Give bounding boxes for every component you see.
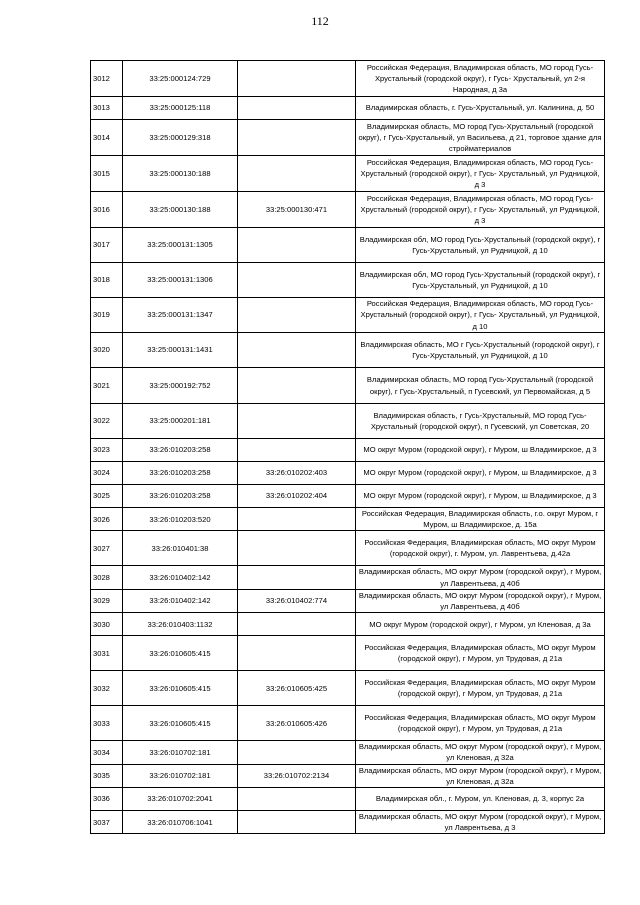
parent-cadastral-cell [238,120,356,156]
row-number-cell: 3035 [91,764,123,787]
parent-cadastral-cell: 33:26:010702:2134 [238,764,356,787]
row-number-cell: 3027 [91,531,123,566]
cadastral-number-cell: 33:25:000192:752 [123,368,238,404]
table-row [91,192,605,228]
cadastral-number-cell: 33:25:000125:118 [123,97,238,120]
row-number-cell: 3037 [91,811,123,834]
row-number-cell: 3029 [91,589,123,612]
address-cell: МО округ Муром (городской округ), г Муром, ш Владимирское, д 3 [356,462,605,485]
table-row [91,741,605,764]
parent-cadastral-cell: 33:26:010605:425 [238,671,356,706]
address-cell: МО округ Муром (городской округ), г Муром, ул Кленовая, д 3а [356,613,605,636]
cadastral-number-cell: 33:25:000130:188 [123,156,238,192]
address-cell: Владимирская область, г Гусь-Хрустальный, МО город Гусь-Хрустальный (городской округ), п Гусевский, ул Советская, 20 [356,404,605,439]
cadastral-number-cell: 33:26:010402:142 [123,589,238,612]
parent-cadastral-cell [238,156,356,192]
table-row [91,671,605,706]
parent-cadastral-cell [238,613,356,636]
row-number-cell: 3028 [91,566,123,589]
parent-cadastral-cell [238,404,356,439]
row-number-cell: 3020 [91,333,123,368]
address-cell: Российская Федерация, Владимирская область, МО округ Муром (городской округ), г Муром, ул Трудовая, д 21а [356,636,605,671]
cadastral-number-cell: 33:26:010403:1132 [123,613,238,636]
parent-cadastral-cell [238,298,356,333]
parent-cadastral-cell [238,741,356,764]
row-number-cell: 3012 [91,61,123,97]
cadastral-number-cell: 33:26:010203:258 [123,462,238,485]
registry-body [91,61,605,834]
cadastral-number-cell: 33:25:000131:1431 [123,333,238,368]
address-cell: Владимирская область, МО город Гусь-Хрустальный (городской округ), г Гусь-Хрустальный, ул Васильева, д 21, торговое здание для стройматериалов [356,120,605,156]
table-row [91,404,605,439]
table-row [91,97,605,120]
parent-cadastral-cell: 33:26:010202:404 [238,485,356,508]
row-number-cell: 3031 [91,636,123,671]
address-cell: Российская Федерация, Владимирская область, МО город Гусь-Хрустальный (городской округ), г Гусь- Хрустальный, ул 2-я Народная, д 3а [356,61,605,97]
row-number-cell: 3014 [91,120,123,156]
parent-cadastral-cell [238,636,356,671]
address-cell: Владимирская обл, МО город Гусь-Хрустальный (городской округ), г Гусь-Хрустальный, ул Рудницкой, д 10 [356,228,605,263]
row-number-cell: 3017 [91,228,123,263]
cadastral-number-cell: 33:26:010203:258 [123,485,238,508]
table-row [91,120,605,156]
table-row [91,811,605,834]
cadastral-number-cell: 33:25:000129:318 [123,120,238,156]
page-number: 112 [311,14,329,28]
parent-cadastral-cell: 33:26:010202:403 [238,462,356,485]
row-number-cell: 3018 [91,263,123,298]
table-row [91,156,605,192]
cadastral-number-cell: 33:26:010706:1041 [123,811,238,834]
table-row [91,764,605,787]
cadastral-number-cell: 33:25:000124:729 [123,61,238,97]
parent-cadastral-cell [238,228,356,263]
cadastral-number-cell: 33:25:000131:1306 [123,263,238,298]
table-row [91,61,605,97]
parent-cadastral-cell [238,439,356,462]
row-number-cell: 3034 [91,741,123,764]
address-cell: Владимирская область, МО г Гусь-Хрустальный (городской округ), г Гусь-Хрустальный, ул Рудницкой, д 10 [356,333,605,368]
table-row [91,508,605,531]
row-number-cell: 3036 [91,788,123,811]
address-cell: Российская Федерация, Владимирская область, МО округ Муром (городской округ), г Муром, ул Трудовая, д 21а [356,671,605,706]
cadastral-number-cell: 33:26:010605:415 [123,706,238,741]
row-number-cell: 3016 [91,192,123,228]
row-number-cell: 3015 [91,156,123,192]
table-row [91,368,605,404]
table-row [91,566,605,589]
address-cell: Владимирская область, МО округ Муром (городской округ), г Муром, ул Кленовая, д 32а [356,764,605,787]
parent-cadastral-cell [238,508,356,531]
table-row [91,485,605,508]
cadastral-number-cell: 33:26:010702:181 [123,764,238,787]
row-number-cell: 3023 [91,439,123,462]
row-number-cell: 3025 [91,485,123,508]
cadastral-number-cell: 33:26:010203:520 [123,508,238,531]
parent-cadastral-cell [238,788,356,811]
cadastral-number-cell: 33:25:000130:188 [123,192,238,228]
cadastral-number-cell: 33:26:010702:181 [123,741,238,764]
table-row [91,228,605,263]
row-number-cell: 3013 [91,97,123,120]
parent-cadastral-cell: 33:26:010402:774 [238,589,356,612]
address-cell: Владимирская область, МО город Гусь-Хрустальный (городской округ), г Гусь-Хрустальный, п Гусевский, ул Первомайская, д 5 [356,368,605,404]
table-row [91,531,605,566]
address-cell: Владимирская область, МО округ Муром (городской округ), г Муром, ул Лаврентьева, д 40б [356,589,605,612]
parent-cadastral-cell [238,333,356,368]
address-cell: Владимирская обл., г. Муром, ул. Кленовая, д. 3, корпус 2а [356,788,605,811]
row-number-cell: 3022 [91,404,123,439]
parent-cadastral-cell [238,263,356,298]
table-row [91,298,605,333]
address-cell: Владимирская область, МО округ Муром (городской округ), г Муром, ул Лаврентьева, д 3 [356,811,605,834]
property-registry-table [90,60,605,834]
address-cell: Российская Федерация, Владимирская область, МО округ Муром (городской округ), г. Муром, ул. Лаврентьева, д.42а [356,531,605,566]
address-cell: Российская Федерация, Владимирская область, МО город Гусь-Хрустальный (городской округ), г Гусь- Хрустальный, ул Рудницкой, д 3 [356,192,605,228]
cadastral-number-cell: 33:26:010402:142 [123,566,238,589]
address-cell: МО округ Муром (городской округ), г Муром, ш Владимирское, д 3 [356,439,605,462]
address-cell: Владимирская область, г. Гусь-Хрустальный, ул. Калинина, д. 50 [356,97,605,120]
parent-cadastral-cell [238,811,356,834]
table-row [91,589,605,612]
table-row [91,333,605,368]
cadastral-number-cell: 33:25:000201:181 [123,404,238,439]
cadastral-number-cell: 33:26:010605:415 [123,636,238,671]
address-cell: Российская Федерация, Владимирская область, МО округ Муром (городской округ), г Муром, ул Трудовая, д 21а [356,706,605,741]
parent-cadastral-cell: 33:26:010605:426 [238,706,356,741]
cadastral-number-cell: 33:26:010401:38 [123,531,238,566]
row-number-cell: 3033 [91,706,123,741]
row-number-cell: 3026 [91,508,123,531]
parent-cadastral-cell [238,531,356,566]
table-row [91,788,605,811]
parent-cadastral-cell: 33:25:000130:471 [238,192,356,228]
address-cell: Российская Федерация, Владимирская область, МО город Гусь-Хрустальный (городской округ), г Гусь- Хрустальный, ул Рудницкой, д 3 [356,156,605,192]
address-cell: Владимирская область, МО округ Муром (городской округ), г Муром, ул Лаврентьева, д 40б [356,566,605,589]
cadastral-number-cell: 33:26:010605:415 [123,671,238,706]
address-cell: Владимирская обл, МО город Гусь-Хрустальный (городской округ), г Гусь-Хрустальный, ул Рудницкой, д 10 [356,263,605,298]
parent-cadastral-cell [238,97,356,120]
row-number-cell: 3019 [91,298,123,333]
table-row [91,706,605,741]
cadastral-number-cell: 33:25:000131:1347 [123,298,238,333]
cadastral-number-cell: 33:26:010203:258 [123,439,238,462]
address-cell: Российская Федерация, Владимирская область, МО город Гусь-Хрустальный (городской округ), г Гусь- Хрустальный, ул Рудницкой, д 10 [356,298,605,333]
parent-cadastral-cell [238,566,356,589]
row-number-cell: 3021 [91,368,123,404]
table-row [91,462,605,485]
table-row [91,439,605,462]
cadastral-number-cell: 33:26:010702:2041 [123,788,238,811]
table-row [91,263,605,298]
address-cell: Российская Федерация, Владимирская область, г.о. округ Муром, г Муром, ш Владимирское, д. 15а [356,508,605,531]
address-cell: Владимирская область, МО округ Муром (городской округ), г Муром, ул Кленовая, д 32а [356,741,605,764]
parent-cadastral-cell [238,368,356,404]
table-row [91,636,605,671]
address-cell: МО округ Муром (городской округ), г Муром, ш Владимирское, д 3 [356,485,605,508]
row-number-cell: 3030 [91,613,123,636]
row-number-cell: 3032 [91,671,123,706]
parent-cadastral-cell [238,61,356,97]
row-number-cell: 3024 [91,462,123,485]
table-row [91,613,605,636]
cadastral-number-cell: 33:25:000131:1305 [123,228,238,263]
